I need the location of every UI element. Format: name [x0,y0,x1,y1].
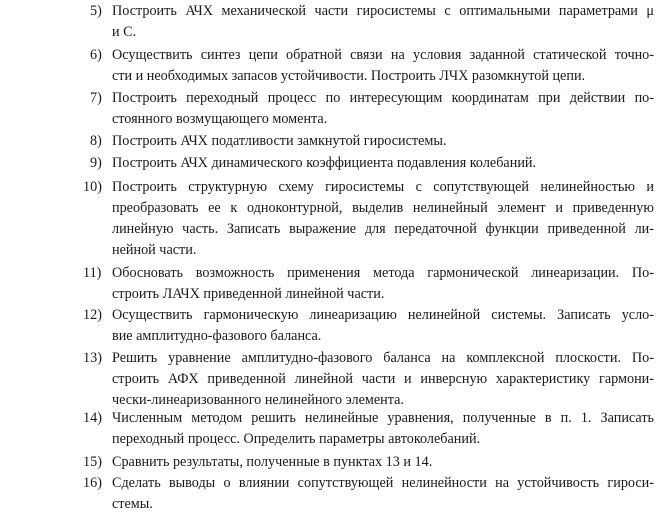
list-item [0,305,654,347]
item-line: Сравнить результаты, полученные в пунктах 13 и 14. [112,454,433,470]
item-line: переходный процесс. Определить параметры автоколебаний. [112,431,481,447]
list-item [0,473,654,515]
item-line: стемы. [112,496,153,512]
item-number: 8) [90,133,102,149]
item-number: 16) [83,475,102,491]
item-text [112,131,654,152]
item-number: 13) [83,350,102,366]
item-text [112,473,654,515]
item-line: Построить АЧХ механической части гиросистемы с оптимальными параметрами μ [112,3,654,19]
item-number: 14) [83,410,102,426]
item-text [112,1,654,43]
item-line: Осуществить синтез цепи обратной связи на условия заданной статической точно- [112,47,654,63]
list-item [0,131,654,152]
item-number: 10) [83,179,102,195]
list-item [0,452,654,473]
item-text [112,408,654,450]
item-number: 7) [90,90,102,106]
item-number: 11) [83,265,102,281]
item-number: 5) [90,3,102,19]
item-text [112,88,654,130]
item-line: Осуществить гармоническую линеаризацию нелинейной системы. Записать усло- [112,307,654,323]
list-item [0,348,654,411]
item-line: Построить АЧХ динамического коэффициента подавления колебаний. [112,155,537,171]
list-item [0,177,654,261]
item-text [112,452,654,473]
item-line: вие амплитудно-фазового баланса. [112,328,322,344]
list-item [0,1,654,43]
item-text [112,348,654,411]
item-text [112,263,654,305]
item-number: 9) [90,155,102,171]
item-line: строить ЛАЧХ приведенной линейной части. [112,286,385,302]
item-line: Обосновать возможность применения метода гармонической линеаризации. По- [112,265,654,281]
item-line: и С. [112,24,137,40]
list-item [0,45,654,87]
list-item [0,263,654,305]
item-line: нейной части. [112,242,197,258]
list-item [0,153,654,174]
item-line: сти и необходимых запасов устойчивости. Построить ЛЧХ разомкнутой цепи. [112,68,586,84]
item-line: линейную часть. Записать выражение для передаточной функции приведенной ли- [112,221,654,237]
item-line: Решить уравнение амплитудно-фазового баланса на комплексной плоскости. По- [112,350,654,366]
item-line: чески-линеаризованного нелинейного элемента. [112,392,404,408]
item-number: 6) [90,47,102,63]
item-line: Численным методом решить нелинейные уравнения, полученные в п. 1. Записать [112,410,654,426]
list-item [0,88,654,130]
item-text [112,305,654,347]
item-line: Построить АЧХ податливости замкнутой гиросистемы. [112,133,447,149]
item-line: Сделать выводы о влиянии сопутствующей нелинейности на устойчивость гироси- [112,475,654,491]
item-line: стоянного возмущающего момента. [112,111,328,127]
item-line: Построить переходный процесс по интересующим координатам при действии по- [112,90,654,106]
list-item [0,408,654,450]
item-line: строить АФХ приведенной линейной части и инверсную характеристику гармони- [112,371,654,387]
item-line: Построить структурную схему гиросистемы с сопутствующей нелинейностью и [112,179,654,195]
item-number: 12) [83,307,102,323]
item-number: 15) [83,454,102,470]
item-text [112,177,654,261]
item-text [112,153,654,174]
item-line: преобразовать ее к одноконтурной, выделив нелинейный элемент и приведенную [112,200,654,216]
item-text [112,45,654,87]
